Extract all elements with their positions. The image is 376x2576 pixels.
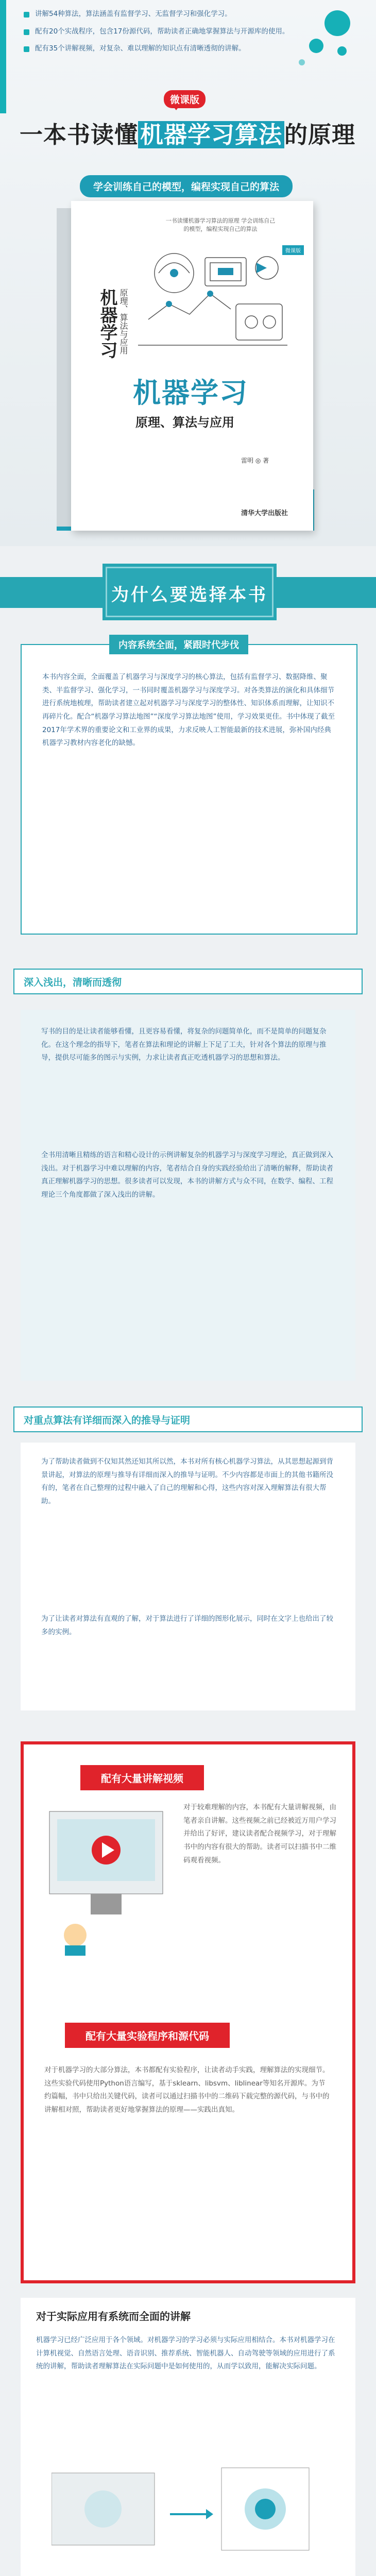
card-text: 全书用清晰且精练的语言和精心设计的示例讲解复杂的机器学习与深度学习理论，真正做到深入浅出。对于机器学习中难以理解的内容，笔者结合自身的实践经验给出了清晰的解释，帮助读者真正理解机器学习的思想。很多读者可以发现，本书的讲解方式与众不同，在数学、编程、工程理论三个角度都做了深入浅出的讲解。	[41, 1151, 333, 1199]
card-text: 为了让读者对算法有直观的了解，对于算法进行了详细的图形化展示，同时在文字上也给出了较多的实例。	[41, 1615, 333, 1636]
title-highlight: 机器学习算法	[138, 121, 284, 148]
section-header-why	[0, 562, 376, 623]
feature-item: 配有35个讲解视频，对复杂、难以理解的知识点有清晰透彻的讲解。	[24, 44, 312, 54]
header-title: 深入浅出，清晰而透彻	[24, 977, 122, 988]
header-box	[13, 969, 363, 994]
resources-box	[21, 1741, 355, 2283]
book-cover	[57, 201, 314, 531]
cover-title: 机器学习	[133, 377, 248, 409]
card-proof-header	[0, 1406, 376, 1432]
card-title: 内容系统全面，紧跟时代步伐	[109, 635, 248, 654]
book-front	[71, 201, 313, 531]
practice-section	[21, 2298, 355, 2576]
accent-bar	[0, 0, 6, 113]
cover-illustration	[128, 242, 298, 361]
video-illustration	[44, 1801, 173, 1956]
band-box	[106, 567, 274, 617]
publisher-logo: 清华大学出版社	[241, 510, 288, 517]
hero-title	[20, 116, 365, 149]
card-text: 为了帮助读者做到不仅知其然还知其所以然，本书对所有核心机器学习算法，从其思想起源到背景讲起，对算法的原理与推导有详细而深入的推导与证明。不少内容都是市面上的其他书籍所没有的，笔者在自己整理的过程中融入了自己的理解和心得，这些内容对深入理解算法有很大帮助。	[41, 1458, 333, 1505]
cover-subtitle: 原理、算法与应用	[135, 415, 234, 430]
card-deep-header	[0, 969, 376, 994]
cover-author: 雷明 ◎ 著	[241, 457, 269, 464]
feature-item: 讲解54种算法，算法涵盖有监督学习、无监督学习和强化学习。	[24, 9, 312, 20]
video-text: 对于较难理解的内容，本书配有大量讲解视频，由笔者亲自讲解。这些视频之前已经被近万用户学习并给出了好评，建议读者配合视频学习，对于理解书中的内容有很大的帮助。读者可以扫描书中二维码观看视频。	[183, 1803, 336, 1865]
title-part: 一本书读懂	[20, 121, 139, 148]
feature-list	[24, 9, 312, 61]
header-title: 对重点算法有详细而深入的推导与证明	[24, 1415, 191, 1426]
code-title: 配有大量实验程序和源代码	[65, 2023, 230, 2048]
practice-title: 对于实际应用有系统而全面的讲解	[36, 2310, 191, 2323]
cover-tag: 微课版	[282, 245, 304, 255]
vertical-title: 机器学习	[97, 289, 117, 359]
practice-text: 机器学习已经广泛应用于各个领域。对机器学习的学习必须与实际应用相结合。本书对机器学习在计算机视觉、自然语言处理、语音识别、推荐系统、智能机器人、自动驾驶等领域的应用进行了系统的讲解，帮助读者理解算法在实际问题中是如何使用的，从而学以致用，能解决实际问题。	[36, 2336, 335, 2371]
card-text: 写书的目的是让读者能够看懂，且更容易看懂，将复杂的问题简单化，而不是简单的问题复杂化。在这个理念的指导下，笔者在算法和理论的讲解上下足了工夫，针对各个算法的原理与推导，提供尽可能多的图示与实例，力求让读者真正吃透机器学习的思想和算法。	[41, 1027, 327, 1062]
header-box	[13, 1406, 363, 1432]
section-title: 为什么要选择本书	[111, 585, 268, 605]
hero-subtitle: 学会训练自己的模型，编程实现自己的算法	[80, 175, 293, 197]
book-spine	[57, 208, 71, 527]
card-text: 本书内容全面，全面覆盖了机器学习与深度学习的核心算法，包括有监督学习、数据降维、聚类、半监督学习、强化学习，一书同时覆盖机器学习与深度学习。对各类算法的演化和具体细节进行系统地梳理，帮助读者建立起对机器学习与深度学习的整体性、知识体系而理解，让知识不再碎片化。配合“机器学习算法地图”“深度学习算法地图”使用，学习效果更佳。书中体现了截至2017年学术界的重要论文和工业界的成果，力求反映人工智能最新的技术进展，弥补国内经典机器学习教材内容老化的缺憾。	[42, 673, 335, 748]
title-part: 的原理	[284, 121, 356, 148]
practice-illustration	[52, 2452, 319, 2576]
video-title: 配有大量讲解视频	[80, 1765, 204, 1790]
card-proof	[21, 1443, 355, 1710]
code-text: 对于机器学习的大部分算法，本书都配有实验程序，让读者动手实践，理解算法的实现细节。这些实验代码使用Python语言编写，基于sklearn、libsvm、liblinear等知名开源库。为节约篇幅，书中只给出关键代码，读者可以通过扫描书中的二维码下载完整的源代码，与书中的讲解相对照，帮助读者更好地掌握算法的原理——实践出真知。	[44, 2066, 330, 2114]
edition-badge: 微课版	[164, 90, 206, 108]
vertical-subtitle: 原理、算法与应用	[118, 289, 128, 354]
hero-section	[0, 0, 376, 546]
cover-vertical-title	[95, 289, 128, 459]
feature-item: 配有20个实战程序，包含17份源代码，帮助读者正确地掌握算法与开源库的使用。	[24, 27, 312, 37]
cover-note: 一书读懂机器学习算法的原理 学会训练自己的模型，编程实现自己的算法	[165, 217, 276, 232]
card-content-system	[21, 640, 357, 935]
card-deep	[21, 1010, 355, 1381]
